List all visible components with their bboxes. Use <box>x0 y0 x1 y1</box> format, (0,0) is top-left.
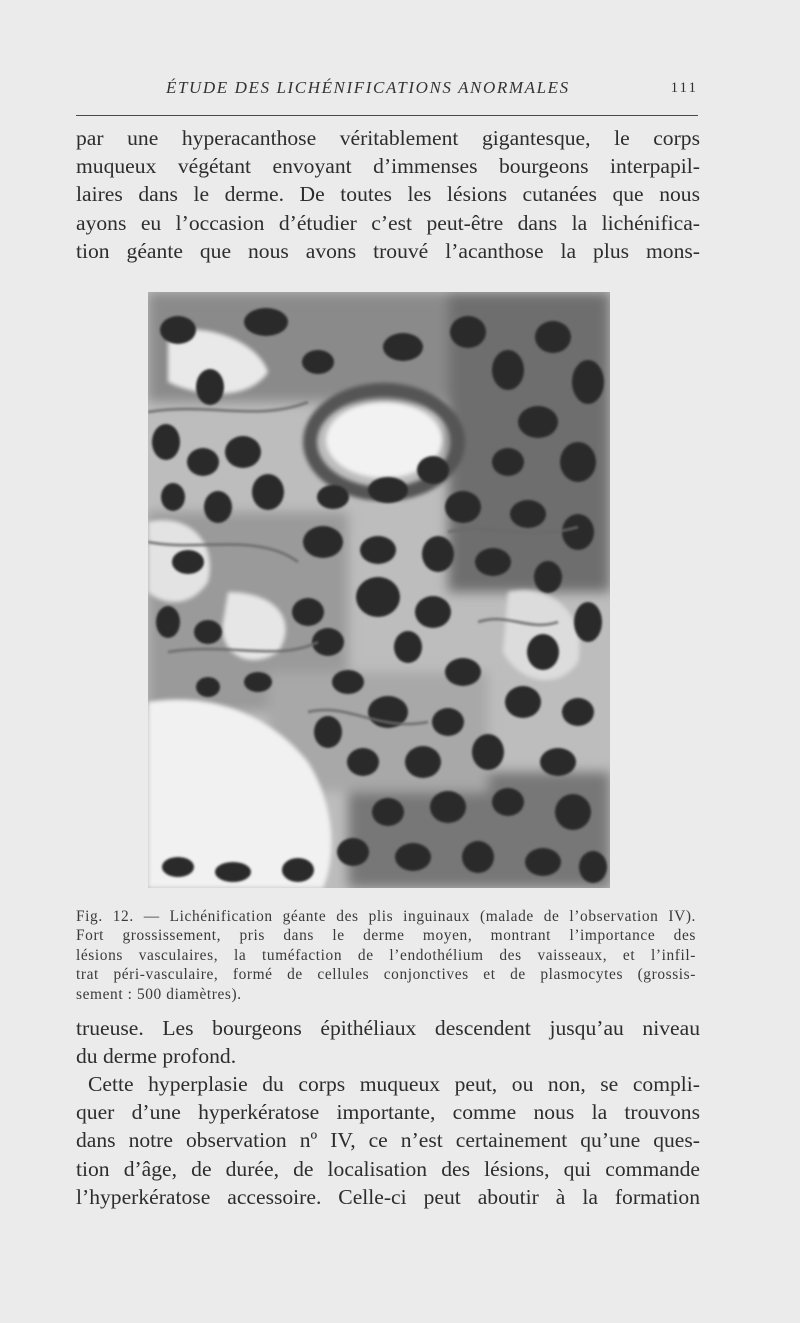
text-line: laires dans le derme. De toutes les lésions cutanées que nous <box>76 182 700 207</box>
text-line: tion géante que nous avons trouvé l’acanthose la plus mons- <box>76 238 700 263</box>
text-line: tion d’âge, de durée, de localisation des lésions, qui commande <box>76 1156 700 1181</box>
caption-line: Fort grossissement, pris dans le derme moyen, montrant l’importance des <box>76 927 696 945</box>
text-line: quer d’une hyperkératose importante, comme nous la trouvons <box>76 1100 700 1125</box>
micrograph-image <box>148 292 610 888</box>
paragraph-bottom <box>76 1070 700 1211</box>
text-line: du derme profond. <box>76 1044 237 1069</box>
page-header <box>76 78 698 104</box>
running-title: ÉTUDE DES LICHÉNIFICATIONS ANORMALES <box>166 78 570 97</box>
caption-line: Fig. 12. — Lichénification géante des plis inguinaux (malade de l’observation IV). <box>76 908 696 925</box>
caption-line: trat péri-vasculaire, formé de cellules conjonctives et de plasmocytes (grossis- <box>76 966 696 984</box>
text-line: Cette hyperplasie du corps muqueux peut, ou non, se compli- <box>88 1072 700 1096</box>
text-line: par une hyperacanthose véritablement gigantesque, le corps <box>76 126 700 150</box>
header-rule <box>76 115 698 116</box>
page-number: 111 <box>670 80 698 96</box>
caption-line: sement : 500 diamètres). <box>76 985 242 1003</box>
text-line: ayons eu l’occasion d’étudier c’est peut-être dans la lichénifica- <box>76 210 700 235</box>
micrograph-figure <box>148 292 610 888</box>
paragraph-top <box>76 124 700 265</box>
text-line: l’hyperkératose accessoire. Celle-ci peut aboutir à la formation <box>76 1184 700 1209</box>
text-line: trueuse. Les bourgeons épithéliaux descendent jusqu’au niveau <box>76 1016 700 1040</box>
figure-caption <box>76 907 696 1004</box>
paragraph-continued <box>76 1014 700 1070</box>
text-line: muqueux végétant envoyant d’immenses bourgeons interpapil- <box>76 154 700 179</box>
caption-line: lésions vasculaires, la tuméfaction de l’endothélium des vaisseaux, et l’infil- <box>76 946 696 964</box>
text-line: dans notre observation nº IV, ce n’est certainement qu’une ques- <box>76 1128 700 1153</box>
